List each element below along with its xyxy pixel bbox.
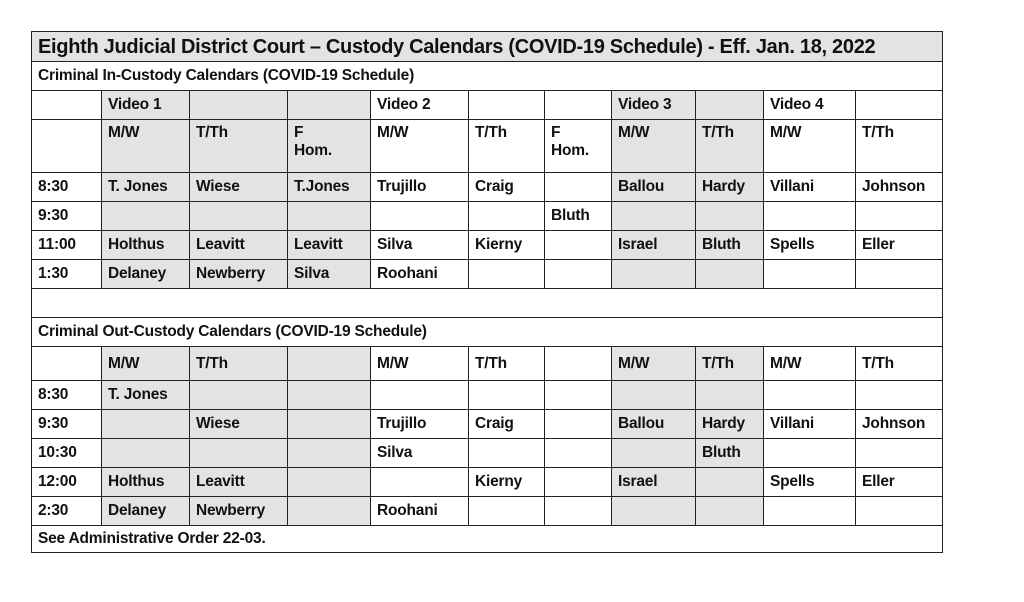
separator-cell bbox=[32, 289, 943, 318]
page-title: Eighth Judicial District Court – Custody Calendars (COVID-19 Schedule) - Eff. Jan. 18, 2022 bbox=[32, 32, 943, 62]
table-cell: Silva bbox=[288, 260, 371, 289]
table-cell: Leavitt bbox=[190, 468, 288, 497]
table-cell bbox=[190, 381, 288, 410]
table-cell: T/Th bbox=[190, 120, 288, 173]
table-cell: Holthus bbox=[102, 468, 190, 497]
table-cell bbox=[545, 381, 612, 410]
table-cell bbox=[469, 497, 545, 526]
table-cell: T/Th bbox=[469, 120, 545, 173]
table-cell: Leavitt bbox=[288, 231, 371, 260]
table-cell: Video 4 bbox=[764, 91, 856, 120]
table-cell bbox=[102, 202, 190, 231]
table-cell: T/Th bbox=[190, 347, 288, 381]
table-cell: Johnson bbox=[856, 173, 943, 202]
table-cell: F Hom. bbox=[288, 120, 371, 173]
table-cell bbox=[612, 439, 696, 468]
out-custody-section-title-row bbox=[32, 318, 943, 347]
table-cell bbox=[469, 439, 545, 468]
table-cell: T/Th bbox=[696, 347, 764, 381]
footer-note: See Administrative Order 22-03. bbox=[32, 526, 943, 553]
table-cell bbox=[288, 497, 371, 526]
table-cell bbox=[288, 381, 371, 410]
day-header-row bbox=[32, 347, 943, 381]
table-cell: 8:30 bbox=[32, 173, 102, 202]
table-row bbox=[32, 381, 943, 410]
table-cell: Trujillo bbox=[371, 410, 469, 439]
table-cell: Holthus bbox=[102, 231, 190, 260]
table-cell bbox=[102, 439, 190, 468]
table-cell bbox=[612, 202, 696, 231]
table-cell: Villani bbox=[764, 173, 856, 202]
table-cell bbox=[32, 91, 102, 120]
table-cell: Villani bbox=[764, 410, 856, 439]
table-row bbox=[32, 173, 943, 202]
table-cell: M/W bbox=[764, 347, 856, 381]
table-cell bbox=[102, 410, 190, 439]
table-cell: Hardy bbox=[696, 410, 764, 439]
table-cell bbox=[32, 120, 102, 173]
table-cell: T. Jones bbox=[102, 381, 190, 410]
title-row bbox=[32, 32, 943, 62]
separator-row bbox=[32, 289, 943, 318]
table-cell: Roohani bbox=[371, 497, 469, 526]
table-cell bbox=[856, 202, 943, 231]
table-cell: Kierny bbox=[469, 468, 545, 497]
table-cell: Israel bbox=[612, 468, 696, 497]
table-cell bbox=[371, 202, 469, 231]
table-cell bbox=[696, 91, 764, 120]
footer-row bbox=[32, 526, 943, 553]
table-cell bbox=[545, 497, 612, 526]
table-cell bbox=[469, 381, 545, 410]
table-cell: Roohani bbox=[371, 260, 469, 289]
table-cell bbox=[612, 497, 696, 526]
table-cell: M/W bbox=[612, 120, 696, 173]
table-cell bbox=[856, 260, 943, 289]
table-cell bbox=[856, 439, 943, 468]
table-cell bbox=[856, 497, 943, 526]
table-cell: T/Th bbox=[469, 347, 545, 381]
table-cell bbox=[190, 91, 288, 120]
table-cell bbox=[288, 202, 371, 231]
in-custody-section-title: Criminal In-Custody Calendars (COVID-19 Schedule) bbox=[32, 62, 943, 91]
table-row bbox=[32, 497, 943, 526]
table-cell: T/Th bbox=[696, 120, 764, 173]
table-cell bbox=[764, 497, 856, 526]
table-cell bbox=[545, 173, 612, 202]
table-cell: Wiese bbox=[190, 173, 288, 202]
table-cell: Silva bbox=[371, 231, 469, 260]
table-row bbox=[32, 410, 943, 439]
table-cell: M/W bbox=[371, 120, 469, 173]
table-cell: 2:30 bbox=[32, 497, 102, 526]
table-cell bbox=[469, 202, 545, 231]
table-cell bbox=[696, 468, 764, 497]
table-cell: Bluth bbox=[696, 231, 764, 260]
table-cell bbox=[288, 410, 371, 439]
table-cell: Silva bbox=[371, 439, 469, 468]
table-cell bbox=[545, 439, 612, 468]
table-cell bbox=[190, 202, 288, 231]
table-cell: 12:00 bbox=[32, 468, 102, 497]
table-cell: Video 1 bbox=[102, 91, 190, 120]
table-cell: 10:30 bbox=[32, 439, 102, 468]
table-cell: T.Jones bbox=[288, 173, 371, 202]
table-cell: Eller bbox=[856, 231, 943, 260]
day-header-row bbox=[32, 120, 943, 173]
table-cell: 9:30 bbox=[32, 410, 102, 439]
table-cell: 9:30 bbox=[32, 202, 102, 231]
table-cell: Trujillo bbox=[371, 173, 469, 202]
table-cell: Bluth bbox=[545, 202, 612, 231]
table-cell: Israel bbox=[612, 231, 696, 260]
table-row bbox=[32, 202, 943, 231]
table-cell bbox=[612, 381, 696, 410]
table-cell: T/Th bbox=[856, 120, 943, 173]
video-header-row bbox=[32, 91, 943, 120]
table-cell bbox=[856, 381, 943, 410]
table-cell: Newberry bbox=[190, 260, 288, 289]
table-row bbox=[32, 231, 943, 260]
table-cell: Johnson bbox=[856, 410, 943, 439]
table-cell: M/W bbox=[102, 120, 190, 173]
out-custody-section-title: Criminal Out-Custody Calendars (COVID-19 Schedule) bbox=[32, 318, 943, 347]
table-cell: Eller bbox=[856, 468, 943, 497]
table-row bbox=[32, 439, 943, 468]
table-row bbox=[32, 260, 943, 289]
table-cell: T/Th bbox=[856, 347, 943, 381]
table-cell: Craig bbox=[469, 410, 545, 439]
table-cell bbox=[371, 468, 469, 497]
table-cell bbox=[612, 260, 696, 289]
table-cell: Delaney bbox=[102, 260, 190, 289]
table-cell bbox=[288, 347, 371, 381]
table-cell bbox=[545, 468, 612, 497]
table-cell bbox=[371, 381, 469, 410]
table-cell: Newberry bbox=[190, 497, 288, 526]
table-cell: 8:30 bbox=[32, 381, 102, 410]
table-cell bbox=[856, 91, 943, 120]
table-cell: M/W bbox=[764, 120, 856, 173]
table-cell: Ballou bbox=[612, 410, 696, 439]
table-cell: Video 2 bbox=[371, 91, 469, 120]
table-cell: Kierny bbox=[469, 231, 545, 260]
table-cell: T. Jones bbox=[102, 173, 190, 202]
table-cell bbox=[545, 91, 612, 120]
table-row bbox=[32, 468, 943, 497]
custody-calendar-table bbox=[31, 31, 943, 553]
table-cell: Leavitt bbox=[190, 231, 288, 260]
table-cell: M/W bbox=[102, 347, 190, 381]
table-cell bbox=[545, 410, 612, 439]
table-cell: Wiese bbox=[190, 410, 288, 439]
table-cell bbox=[696, 381, 764, 410]
table-cell bbox=[764, 381, 856, 410]
table-cell: Hardy bbox=[696, 173, 764, 202]
table-cell bbox=[288, 91, 371, 120]
table-cell: Video 3 bbox=[612, 91, 696, 120]
table-cell bbox=[288, 439, 371, 468]
table-cell: 1:30 bbox=[32, 260, 102, 289]
table-cell: Delaney bbox=[102, 497, 190, 526]
table-cell bbox=[32, 347, 102, 381]
in-custody-section-title-row bbox=[32, 62, 943, 91]
table-cell: Spells bbox=[764, 468, 856, 497]
table-cell: Bluth bbox=[696, 439, 764, 468]
table-cell bbox=[764, 260, 856, 289]
table-cell bbox=[190, 439, 288, 468]
table-cell: F Hom. bbox=[545, 120, 612, 173]
table-cell bbox=[764, 439, 856, 468]
table-cell bbox=[696, 260, 764, 289]
table-cell bbox=[545, 347, 612, 381]
table-cell: M/W bbox=[612, 347, 696, 381]
table-cell: Craig bbox=[469, 173, 545, 202]
table-cell bbox=[696, 497, 764, 526]
table-cell bbox=[288, 468, 371, 497]
table-body bbox=[32, 32, 943, 553]
custody-calendar-sheet bbox=[31, 31, 942, 553]
table-cell bbox=[469, 91, 545, 120]
table-cell bbox=[764, 202, 856, 231]
table-cell bbox=[545, 260, 612, 289]
table-cell bbox=[469, 260, 545, 289]
table-cell bbox=[696, 202, 764, 231]
table-cell bbox=[545, 231, 612, 260]
table-cell: Ballou bbox=[612, 173, 696, 202]
table-cell: 11:00 bbox=[32, 231, 102, 260]
table-cell: Spells bbox=[764, 231, 856, 260]
table-cell: M/W bbox=[371, 347, 469, 381]
